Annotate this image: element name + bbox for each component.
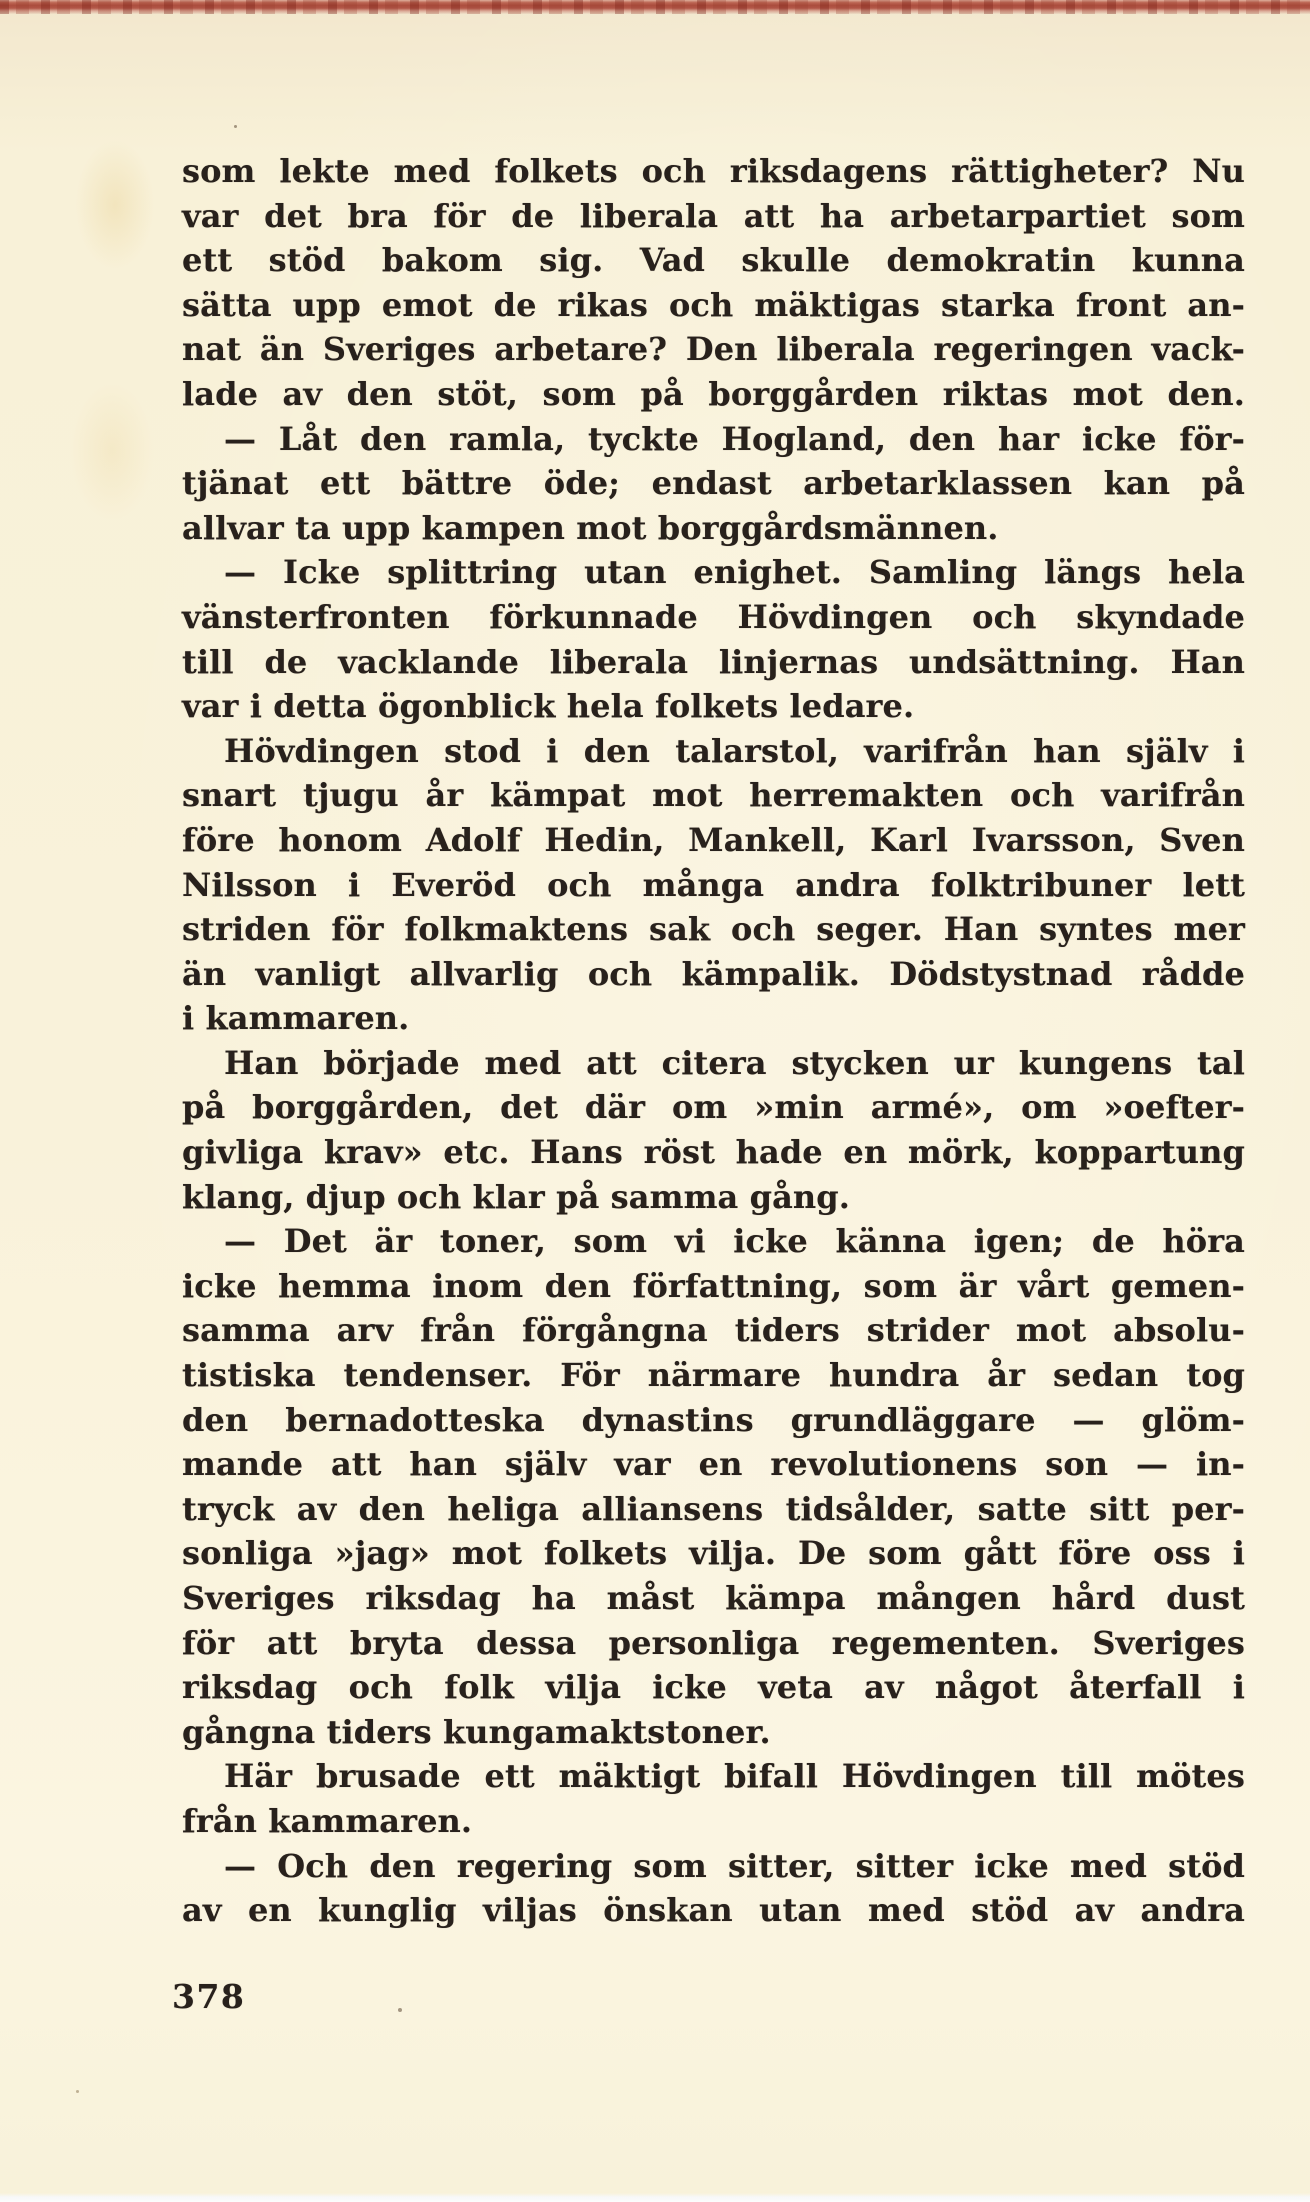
text-line: den bernadotteska dynastins grundläggare — glöm- [182, 1400, 1245, 1439]
text-line: tistiska tendenser. För närmare hundra år sedan tog [182, 1356, 1245, 1395]
text-line: sätta upp emot de rikas och mäktigas starka front an- [182, 285, 1245, 324]
text-line: i kammaren. [182, 999, 410, 1038]
text-line: — Låt den ramla, tyckte Hogland, den har icke för- [224, 419, 1245, 458]
text-line: Hövdingen stod i den talarstol, varifrån han själv i [224, 731, 1245, 770]
page-top-edge-band [0, 0, 1310, 14]
text-line: Här brusade ett mäktigt bifall Hövdingen till mötes [224, 1757, 1245, 1796]
text-line: sonliga »jag» mot folkets vilja. De som gått före oss i [182, 1534, 1245, 1573]
text-line: snart tjugu år kämpat mot herremakten och varifrån [182, 776, 1245, 815]
paper-stain [52, 350, 172, 550]
text-line: var det bra för de liberala att ha arbetarpartiet som [182, 196, 1245, 235]
text-line: lade av den stöt, som på borggården riktas mot den. [182, 374, 1245, 413]
dust-speck [76, 2090, 79, 2093]
text-line: av en kunglig viljas önskan utan med stöd av andra [182, 1891, 1245, 1930]
text-line: nat än Sveriges arbetare? Den liberala regeringen vack- [182, 330, 1245, 369]
page-number: 378 [172, 1977, 246, 2016]
text-line: Han började med att citera stycken ur kungens tal [224, 1043, 1245, 1082]
text-line: för att bryta dessa personliga regementen. Sveriges [182, 1623, 1245, 1662]
text-line: allvar ta upp kampen mot borggårdsmännen. [182, 508, 999, 547]
text-line: före honom Adolf Hedin, Mankell, Karl Ivarsson, Sven [182, 820, 1245, 859]
text-line: tjänat ett bättre öde; endast arbetarklassen kan på [182, 464, 1245, 503]
text-line: Sveriges riksdag ha måst kämpa mången hård dust [182, 1579, 1245, 1617]
page-bottom-edge-band [0, 2193, 1310, 2202]
dust-speck [234, 125, 237, 128]
body-text [182, 149, 1245, 1933]
text-line: riksdag och folk vilja icke veta av något återfall i [182, 1668, 1245, 1707]
text-line: ett stöd bakom sig. Vad skulle demokratin kunna [182, 241, 1245, 280]
text-line: till de vacklande liberala linjernas undsättning. Han [182, 642, 1245, 681]
text-line: på borggården, det där om »min armé», om »oefter- [182, 1088, 1245, 1127]
text-line: än vanligt allvarlig och kämpalik. Dödstystnad rådde [182, 954, 1245, 993]
text-line: — Icke splittring utan enighet. Samling längs hela [224, 553, 1245, 592]
text-line: Nilsson i Everöd och många andra folktribuner lett [182, 865, 1245, 904]
paper-stain [60, 115, 170, 295]
text-line: givliga krav» etc. Hans röst hade en mörk, koppartung [182, 1133, 1245, 1172]
text-line: från kammaren. [182, 1801, 473, 1840]
text-line: samma arv från förgångna tiders strider mot absolu- [182, 1311, 1245, 1350]
text-line: icke hemma inom den författning, som är vårt gemen- [182, 1266, 1245, 1305]
text-line: var i detta ögonblick hela folkets ledare. [182, 687, 915, 726]
text-line: — Det är toner, som vi icke känna igen; de höra [224, 1222, 1245, 1261]
text-line: som lekte med folkets och riksdagens rättigheter? Nu [182, 152, 1245, 190]
dust-speck [398, 2008, 402, 2012]
text-line: gångna tiders kungamaktstoner. [182, 1712, 771, 1751]
text-line: striden för folkmaktens sak och seger. Han syntes mer [182, 910, 1245, 949]
text-line: vänsterfronten förkunnade Hövdingen och skyndade [182, 597, 1245, 636]
text-line: mande att han själv var en revolutionens son — in- [182, 1445, 1245, 1484]
text-line: tryck av den heliga alliansens tidsålder, satte sitt per- [182, 1489, 1245, 1528]
text-line: klang, djup och klar på samma gång. [182, 1177, 850, 1216]
text-line: — Och den regering som sitter, sitter icke med stöd [224, 1846, 1245, 1885]
